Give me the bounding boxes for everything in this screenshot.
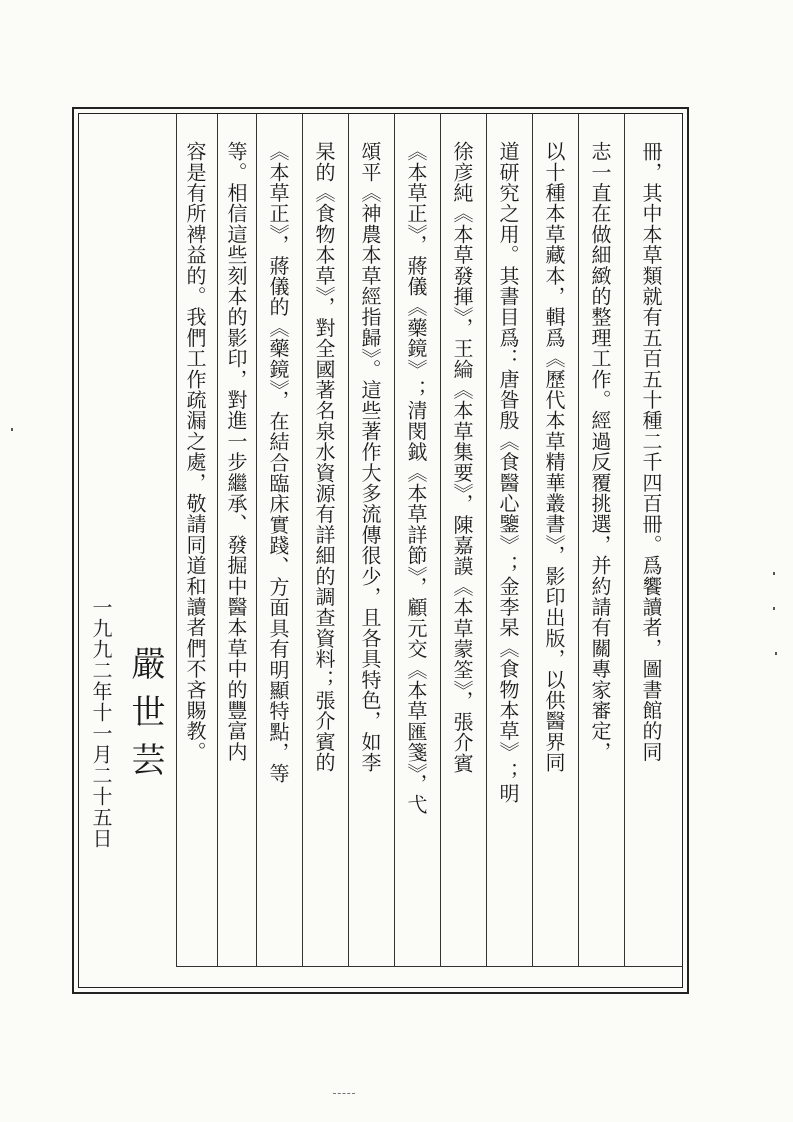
text-column-7: 頌平《神農本草經指歸》。這些著作大多流傳很少，且各具特色，如李 [358,141,382,773]
column-rule [440,114,441,966]
column-rule [486,114,487,966]
scan-speck [775,652,777,655]
column-rule [256,114,257,966]
scan-speck [773,607,775,610]
text-column-6: 《本草正》，蔣儀《藥鏡》；清閔鉞《本草詳節》，顧元交《本草匯箋》，弋 [404,141,428,815]
scan-speck [11,428,13,431]
text-column-2: 志一直在做細緻的整理工作。經過反覆挑選，并約請有關專家審定， [588,141,612,762]
column-rule [624,114,625,966]
author-signature: 嚴世芸 [125,646,165,790]
text-block-bottom-rule [176,966,683,967]
column-rule [176,114,177,966]
text-column-1: 冊，其中本草類就有五百五十種二千四百冊。爲饗讀者，圖書館的同 [639,141,663,762]
text-column-5: 徐彦純《本草發揮》，王綸《本草集要》，陳嘉謨《本草蒙筌》，張介賓 [450,141,474,774]
signature-date: 一九九二年十一月二十五日 [89,597,113,849]
text-column-9: 《本草正》，蔣儀的《藥鏡》，在結合臨床實踐、方面具有明顯特點，等 [266,141,290,784]
page-number-mark [333,1093,355,1096]
text-column-4: 道研究之用。其書目爲：唐昝殷《食醫心鑒》；金李杲《食物本草》；明 [496,141,520,804]
column-rule [348,114,349,966]
column-rule [578,114,579,966]
text-column-10: 等。相信這些刻本的影印，對進一步繼承、發掘中醫本草中的豐富内 [224,141,248,762]
column-rule [394,114,395,966]
text-column-11: 容是有所裨益的。我們工作疏漏之處，敬請同道和讀者們不吝賜教。 [183,141,207,762]
column-rule [302,114,303,966]
text-column-3: 以十種本草藏本，輯爲《歷代本草精華叢書》，影印出版，以供醫界同 [542,141,566,773]
text-column-8: 杲的《食物本草》，對全國著名泉水資源有詳細的調查資料；張介賓的 [312,141,336,773]
column-rule [532,114,533,966]
scan-speck [773,572,775,575]
column-rule [217,114,218,966]
